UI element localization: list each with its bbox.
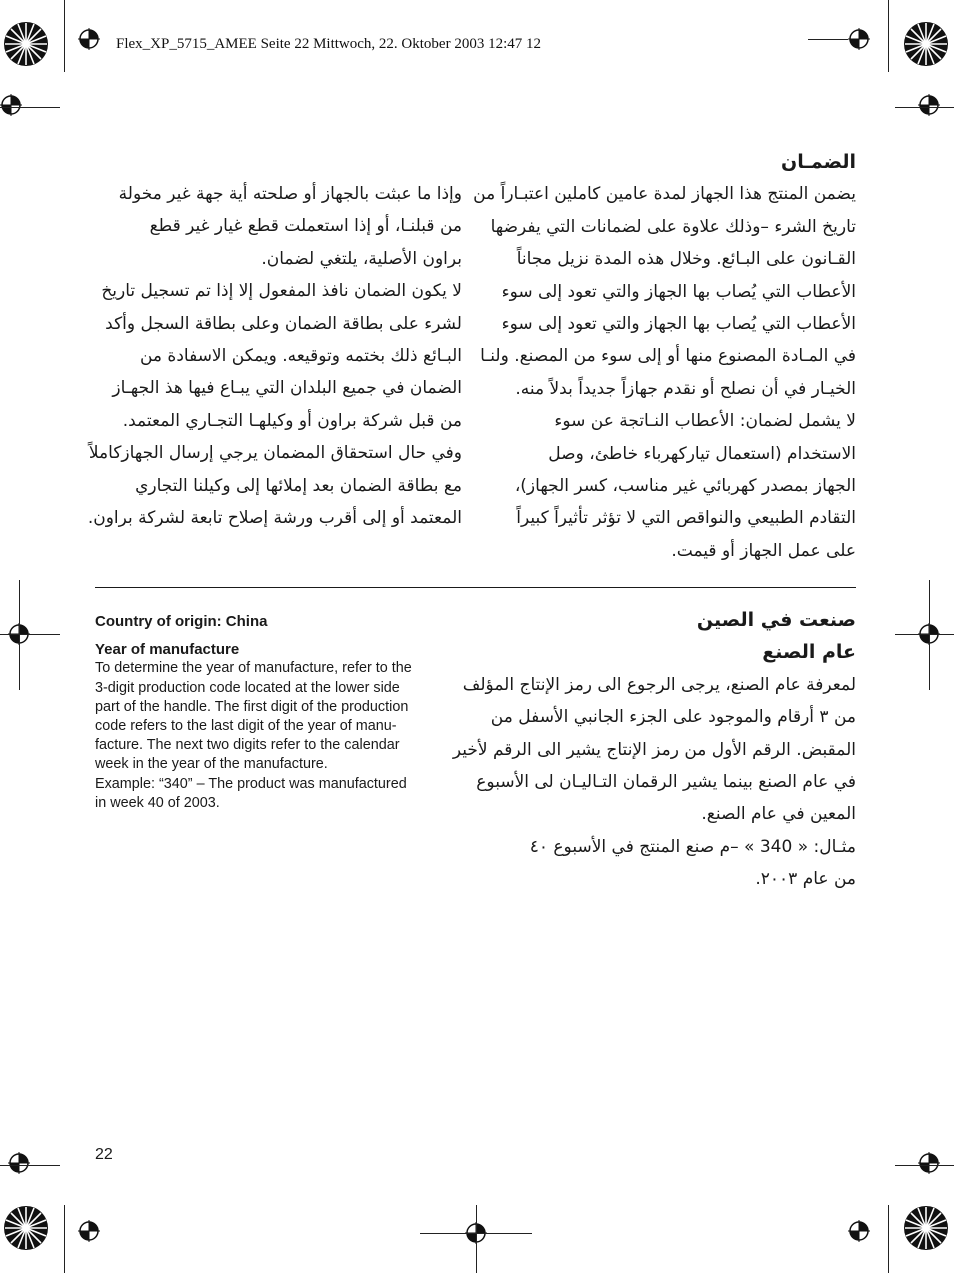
warranty-line: براون الأصلية، يلتغي لضمان. — [261, 248, 462, 269]
origin-line: من عام ٢٠٠٣. — [755, 869, 856, 890]
registration-target-icon — [918, 1152, 940, 1174]
warranty-line: وفي حال استحقاق المضمان يرجي إرسال الجهازكاملاً — [88, 443, 462, 464]
origin-line: in week 40 of 2003. — [95, 794, 220, 811]
origin-line: المعين في عام الصنع. — [701, 804, 856, 825]
origin-line: week in the year of the manufacture. — [95, 756, 328, 773]
origin-arabic-block — [452, 604, 856, 896]
warranty-line: المعتمد أو إلى أقرب ورشة إصلاح تابعة لشركة براون. — [87, 508, 462, 529]
year-of-manufacture-heading: Year of manufacture — [95, 641, 240, 659]
warranty-line: الجهاز بمصدر كهربائي غير مناسب، كسر الجهاز)، — [514, 476, 856, 497]
country-of-origin-heading: Country of origin: China — [95, 613, 268, 630]
origin-line: part of the handle. The first digit of the production — [95, 698, 409, 715]
warranty-line: الأعطاب التي يُصاب بها الجهاز والتي تعود إلى سوء — [501, 314, 856, 335]
warranty-line: التقادم الطبيعي والنواقص التي لا تؤثر تأثيراً كبيراً — [516, 508, 856, 529]
warranty-line: من قبلنـا، أو إذا استعملت قطع غيار غير قطع — [149, 216, 462, 237]
registration-target-icon — [918, 94, 940, 116]
warranty-line: الضمان في جميع البلدان التي يبـاع فيها هذ الجهـاز — [112, 378, 462, 399]
warranty-line: تاريخ الشرء –وذلك علاوة على لضمانات التي يفرضها — [490, 216, 856, 237]
origin-line: To determine the year of manufacture, refer to the — [95, 660, 412, 677]
registration-target-icon — [848, 28, 870, 50]
warranty-line: الاستخدام (استعمال تياركهرباء خاطئ، وصل — [548, 443, 856, 464]
origin-line: من ٣ أرقام والموجود على الجزء الجانبي الأسفل من — [490, 707, 856, 728]
registration-star-icon — [903, 21, 949, 67]
origin-line: facture. The next two digits refer to the calendar — [95, 737, 400, 754]
origin-line: في عام الصنع بينما يشير الرقمان التـاليـان لى الأسبوع — [476, 772, 856, 793]
origin-line: لمعرفة عام الصنع، يرجى الرجوع الى رمز الإنتاج المؤلف — [462, 674, 856, 695]
warranty-left-column — [87, 178, 462, 534]
origin-line: مثـال: « 340 » –م صنع المنتج في الأسبوع ٤٠ — [529, 836, 856, 857]
warranty-line: مع بطاقة الضمان بعد إملائها إلى وكيلنا التجاري — [135, 475, 462, 496]
warranty-line: من قبل شركة براون أو وكيلهـا التجـاري المعتمد. — [122, 410, 462, 431]
warranty-line: في المـادة المصنوع منها أو إلى سوء من المصنع. ولنـا — [480, 346, 856, 367]
warranty-line: وإذا ما عبثت بالجهاز أو صلحته أية جهة غير مخولة — [118, 184, 462, 204]
print-slug: Flex_XP_5715_AMEE Seite 22 Mittwoch, 22. Oktober 2003 12:47 12 — [116, 36, 541, 52]
origin-line: code refers to the last digit of the year of manu- — [95, 718, 397, 735]
origin-line: 3-digit production code located at the lower side — [95, 679, 400, 696]
registration-star-icon — [3, 1205, 49, 1251]
registration-target-icon — [78, 28, 100, 50]
registration-target-icon — [8, 1152, 30, 1174]
warranty-line: يضمن المنتج هذا الجهاز لمدة عامين كاملين اعتبـاراً من — [473, 184, 856, 205]
warranty-line: لا يكون الضمان نافذ المفعول إلا إذا تم تسجيل تاريخ — [101, 281, 462, 302]
warranty-line: الخيـار في أن نصلح أو نقدم جهازاً جديداً بدلاً منه. — [515, 378, 856, 399]
origin-line: المقبض. الرقم الأول من رمز الإنتاج يشير الى الرقم لأخير — [452, 739, 856, 760]
origin-english-block — [95, 612, 465, 813]
registration-star-icon — [3, 21, 49, 67]
warranty-line: الأعطاب التي يُصاب بها الجهاز والتي تعود إلى سوء — [501, 281, 856, 302]
registration-target-icon — [0, 94, 22, 116]
registration-target-icon — [848, 1220, 870, 1242]
warranty-line: لا يشمل لضمان: الأعطاب النـاتجة عن سوء — [554, 411, 856, 432]
warranty-line: البـائع ذلك بختمه وتوقيعه. ويمكن الاسفادة من — [139, 346, 462, 367]
origin-line: Example: “340” – The product was manufactured — [95, 775, 407, 792]
arabic-year-heading: عام الصنع — [762, 641, 856, 664]
warranty-line: على عمل الجهاز أو قيمت. — [671, 540, 856, 561]
registration-target-icon — [78, 1220, 100, 1242]
section-divider — [95, 587, 856, 588]
warranty-line: القـانون على البـائع. وخلال هذه المدة نزيل مجاناً — [516, 249, 856, 270]
warranty-line: لشرء على بطاقة الضمان وعلى بطاقة السجل وأكد — [105, 313, 462, 334]
warranty-right-column — [473, 146, 856, 567]
page-number: 22 — [95, 1146, 113, 1163]
registration-star-icon — [903, 1205, 949, 1251]
arabic-country-heading: صنعت في الصين — [696, 609, 856, 631]
warranty-title: الضمـان — [781, 151, 856, 173]
